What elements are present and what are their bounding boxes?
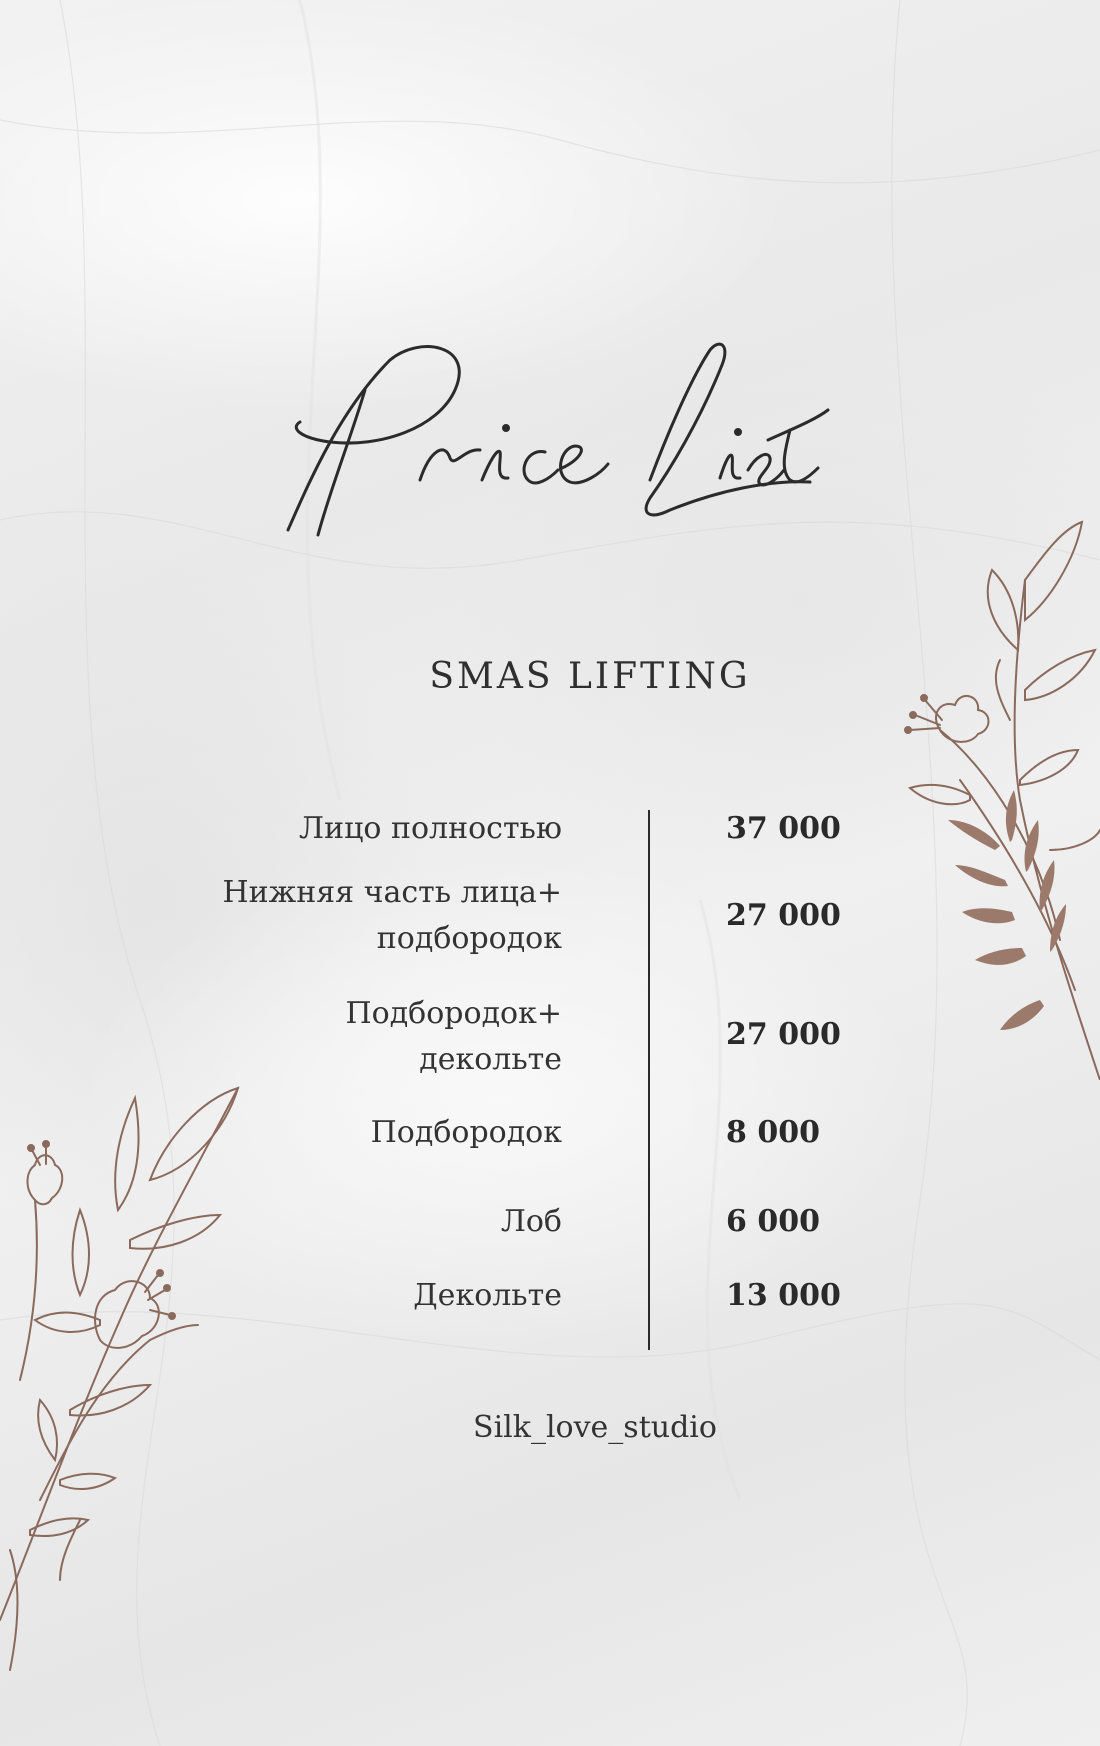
price-row-label-line: Лицо полностью bbox=[299, 811, 562, 846]
section-title: SMAS LIFTING bbox=[429, 656, 751, 697]
price-row-label bbox=[223, 870, 563, 962]
price-row-value: 27 000 bbox=[726, 898, 841, 933]
price-row-value: 13 000 bbox=[726, 1278, 841, 1313]
price-row-label-line: Подбородок+ bbox=[345, 996, 562, 1031]
floral-branch-icon bbox=[0, 1080, 250, 1680]
column-divider bbox=[648, 810, 650, 1350]
price-row-label bbox=[345, 991, 562, 1083]
price-row-label bbox=[371, 1110, 562, 1156]
price-row-label bbox=[413, 1273, 562, 1319]
price-row-label-line: декольте bbox=[419, 1042, 562, 1077]
studio-handle: Silk_love_studio bbox=[473, 1410, 717, 1445]
price-row-label-line: Нижняя часть лица+ bbox=[222, 875, 562, 910]
page-title bbox=[270, 330, 830, 550]
price-row-value: 8 000 bbox=[726, 1115, 820, 1150]
floral-branch-icon bbox=[900, 520, 1100, 1080]
price-row-label-line: Лоб bbox=[500, 1204, 562, 1239]
price-row-value: 37 000 bbox=[726, 811, 841, 846]
price-row-label bbox=[299, 806, 562, 852]
price-row-value: 6 000 bbox=[726, 1204, 820, 1239]
price-row-label-line: Подбородок bbox=[370, 1115, 562, 1150]
title-script-icon bbox=[270, 330, 830, 550]
price-row-label bbox=[501, 1199, 562, 1245]
price-row-value: 27 000 bbox=[726, 1017, 841, 1052]
price-row-label-line: подбородок bbox=[376, 921, 562, 956]
price-row-label-line: Декольте bbox=[413, 1278, 562, 1313]
